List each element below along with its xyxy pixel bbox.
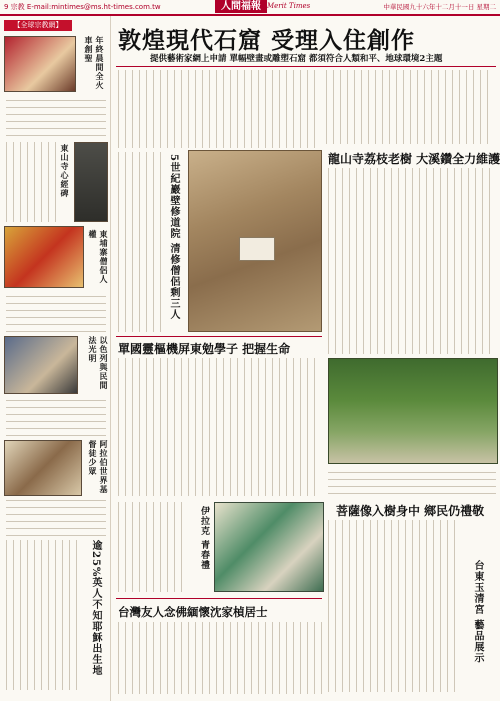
page-label: 9 宗教 E-mail:mintimes@ms.ht-times.com.tw bbox=[4, 3, 161, 11]
photo-train bbox=[4, 36, 76, 92]
monastery-building-icon bbox=[239, 237, 275, 261]
section-tag: 【全球宗教網】 bbox=[4, 20, 72, 31]
photo-christians bbox=[4, 440, 82, 496]
article-text bbox=[328, 520, 458, 692]
photo-caption bbox=[328, 466, 496, 494]
sidebar-item-title: 以色列與民間法光明 bbox=[88, 336, 109, 390]
article-text bbox=[118, 152, 164, 332]
main-headline: 敦煌現代石窟 受理入住創作 bbox=[118, 27, 416, 54]
photo-quran bbox=[214, 502, 324, 592]
article-text bbox=[6, 142, 56, 222]
photo-monastery bbox=[188, 150, 322, 332]
photo-tree bbox=[328, 358, 498, 464]
issue-date: 中華民國九十六年十二月十一日 星期二 bbox=[383, 3, 496, 11]
sidebar-item-title: 阿拉伯世界基督徒少眾 bbox=[88, 440, 109, 494]
page-header bbox=[0, 0, 500, 16]
article-text bbox=[6, 96, 106, 136]
article-text bbox=[326, 70, 494, 144]
article-text bbox=[6, 500, 106, 536]
tree-story-title: 龍山寺荔枝老樹 大溪鑽全力維護 bbox=[328, 152, 500, 166]
bodhi-story-title: 菩薩像入樹身中 鄉民仍禮敬 bbox=[336, 504, 485, 518]
article-text bbox=[118, 622, 322, 694]
sidebar-item-title: 年終晨間全火車創聖 bbox=[84, 36, 105, 90]
article-text bbox=[118, 358, 318, 496]
article-text bbox=[118, 502, 188, 592]
article-text bbox=[6, 292, 106, 332]
main-subhead: 提供藝術家網上申請 單幅壁畫或雕塑石窟 都須符合人類和平、地球環境2主題 bbox=[150, 54, 443, 64]
sidebar-item-title: 東山寺心經碑 bbox=[60, 144, 70, 198]
islam-caption: 伊拉克 青春禮 bbox=[199, 506, 209, 571]
sidebar-item-title: 東埔寨僧侶人權 bbox=[88, 230, 109, 284]
story2-title: 單國靈樞機屏東勉學子 把握生命 bbox=[118, 342, 291, 356]
masthead: 人間福報 bbox=[215, 0, 267, 13]
divider bbox=[116, 336, 322, 337]
article-text bbox=[118, 70, 318, 148]
photo-monks bbox=[4, 226, 84, 288]
photo-ceremony bbox=[4, 336, 78, 394]
article-text bbox=[6, 398, 106, 436]
monastery-caption: 5世紀巖壁修道院 清修僧侶剩三人 bbox=[168, 154, 179, 321]
masthead-en: Merit Times bbox=[267, 2, 311, 10]
sidebar-item-title: 逾25%英人不知耶穌出生地 bbox=[90, 540, 101, 677]
story3-title: 台灣友人念佛緬懷沈家楨居士 bbox=[118, 605, 268, 619]
divider bbox=[116, 66, 496, 67]
article-text bbox=[328, 168, 496, 354]
divider bbox=[116, 598, 322, 599]
photo-stele bbox=[74, 142, 108, 222]
article-text bbox=[6, 540, 82, 690]
temple-story-title: 台東玉清宮 藝品展示 bbox=[472, 560, 483, 664]
